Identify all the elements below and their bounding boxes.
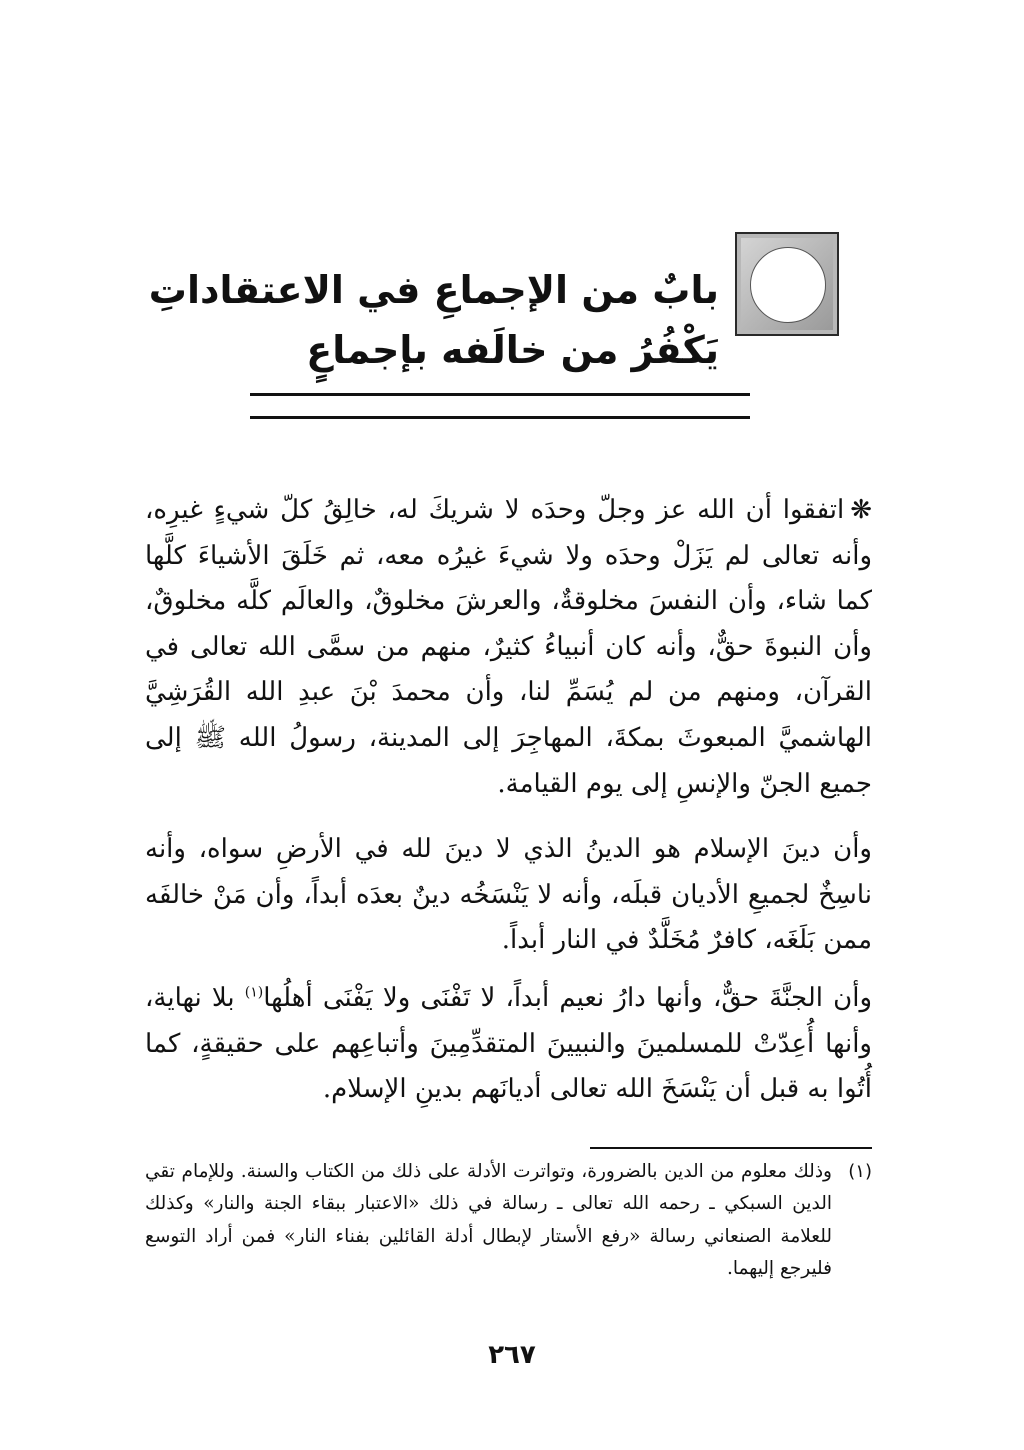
chapter-ornament-icon [735,232,839,336]
footnote-text: وذلك معلوم من الدين بالضرورة، وتواترت الأدلة على ذلك من الكتاب والسنة. وللإمام تقي الدين السبكي ـ رحمه الله تعالى ـ رسالة في ذلك «الاعتبار ببقاء الجنة والنار» وكذلك للعلامة الصنعاني رسالة «رفع الأستار لإبطال أدلة القائلين بفناء النار» فمن أراد التوسع فليرجع إليهما. [145,1161,832,1280]
paragraph-2: وأن دينَ الإسلام هو الدينُ الذي لا دينَ لله في الأرضِ سواه، وأنه ناسِخٌ لجميعِ الأديان قبلَه، وأنه لا يَنْسَخُه دينٌ بعدَه أبداً، وأن مَنْ خالفَه ممن بَلَغَه، كافرٌ مُخَلَّدٌ في النار أبداً. [145,834,872,956]
paragraph-1 [145,488,872,807]
paragraph-3 [145,976,872,1113]
title-rule-upper [250,393,750,396]
page-number: ٢٦٧ [488,1340,536,1370]
paragraph-3-text-before-ref: وأن الجنَّةَ حقٌّ، وأنها دارُ نعيم أبداً، لا تَفْنَى ولا يَفْنَى أهلُها [263,983,872,1013]
title-rule-lower [250,416,750,419]
footnote-reference[interactable]: (١) [244,984,264,1001]
paragraph-3-text-after-ref: بلا نهاية، وأنها أُعِدّتْ للمسلمينَ والنبيينَ المتقدِّمِينَ وأتباعِهم على حقيقةٍ، كما أُتُوا به قبل أن يَنْسَخَ الله تعالى أديانَهم بدينِ الإسلام. [145,983,872,1105]
chapter-title-line-2: يَكْفُرُ من خالَفه بإجماعٍ [306,328,719,372]
footnote-separator [590,1147,872,1149]
footnote-marker: (١) [848,1161,872,1182]
chapter-title-line-1: بابٌ من الإجماعِ في الاعتقاداتِ [148,268,719,312]
paragraph-star-icon: ❋ [850,495,872,525]
paragraph-1-text: اتفقوا أن الله عز وجلّ وحدَه لا شريكَ له، خالِقُ كلّ شيءٍ غيرِه، وأنه تعالى لم يَزَلْ وحدَه ولا شيءَ غيرُه معه، ثم خَلَقَ الأشياءَ كلَّها كما شاء، وأن النفسَ مخلوقةٌ، والعرشَ مخلوقٌ، والعالَم كلَّه مخلوقٌ، وأن النبوةَ حقٌّ، وأنه كان أنبياءُ كثيرٌ، منهم من سمَّى الله تعالى في القرآن، ومنهم من لم يُسَمِّ لنا، وأن محمدَ بْنَ عبدِ الله القُرَشِيَّ الهاشميَّ المبعوثَ بمكةَ، المهاجِرَ إلى المدينة، رسولُ الله ﷺ إلى جميع الجنّ والإنسِ إلى يوم القيامة. [145,495,872,799]
footnote [145,1156,872,1286]
ornament-circle [750,247,826,323]
